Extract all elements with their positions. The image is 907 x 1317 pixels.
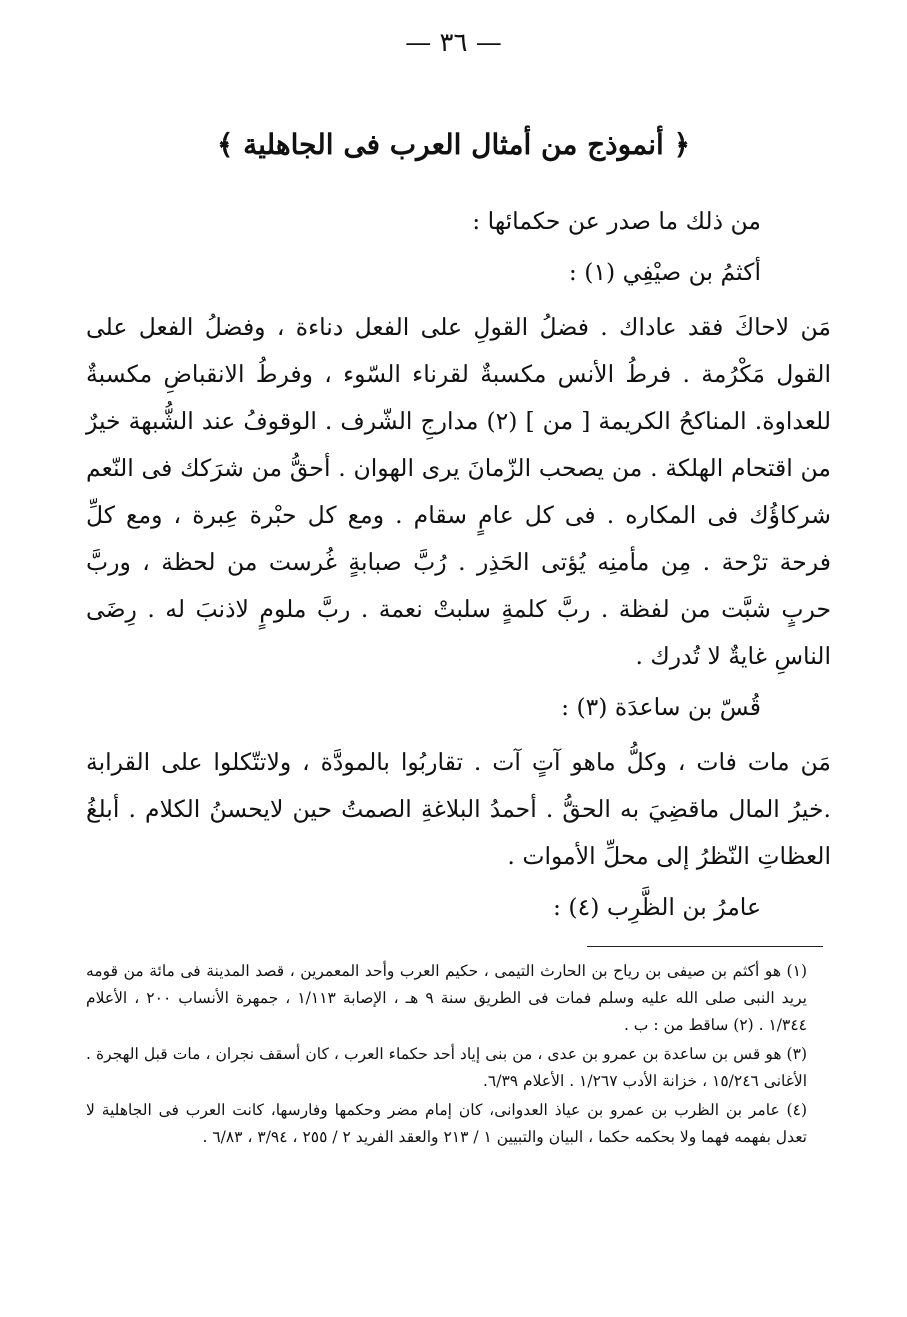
footnote-1: (١) هو أكثم بن صيفى بن رياح بن الحارث التيمى ، حكيم العرب وأحد المعمرين ، قصد المدينة فى مائة من قومه يريد النبى صلى الله عليه وسلم فمات فى الطريق سنة ٩ هـ ، الإصابة ١/١١٣ ، جمهرة الأنساب ٢٠٠ ، الأعلام ١/٣٤٤ . (٢) ساقط من : ب . [86, 962, 807, 1034]
page-heading: ﴿ أنموذج من أمثال العرب فى الجاهلية ﴾ [217, 128, 690, 161]
footnote-4: (٤) عامر بن الظرب بن عمرو بن عياذ العدوانى، كان إمام مضر وحكمها وفارسها، كانت العرب فى الجاهلية لا تعدل بفهمه فهما ولا بحكمه حكما ، البيان والتبيين ١ / ٢١٣ والعقد الفريد ٢ / ٢٥٥ ، ٣/٩٤ ، ٦/٨٣ . [86, 1101, 807, 1146]
main-text [86, 198, 831, 931]
speaker-quss: قُسّ بن ساعدَة (٣) : [561, 693, 761, 721]
footnotes [86, 958, 831, 1153]
speaker-amir: عامرُ بن الظَّرِب (٤) : [553, 893, 761, 921]
intro-line: من ذلك ما صدر عن حكمائها : [472, 207, 761, 235]
sayings-aktham: مَن لاحاكَ فقد عاداك . فضلُ القولِ على الفعل دناءة ، وفضلُ الفعل على القول مَكْرُمة . فرطُ الأنس مكسبةٌ لقرناء السّوء ، وفرطُ الانقباضِ مكسبةٌ للعداوة. المناكحُ الكريمة [ من ] (٢) مدارجِ الشّرف . الوقوفُ عند الشُّبهة خيرٌ من اقتحام الهلكة . من يصحب الزّمانَ يرى الهوان . أحقُّ من شرَكك فى النّعم شركاؤُك فى المكاره . فى كل عامٍ سقام . ومع كل حبْرة عِبرة ، ومع كلِّ فرحة ترْحة . مِن مأمنِه يُؤتى الحَذِر . رُبَّ صبابةٍ غُرست من لحظة ، وربَّ حربٍ شبَّت من لفظة . ربَّ كلمةٍ سلبتْ نعمة . ربَّ ملومٍ لاذنبَ له . رِضَى الناسِ غايةٌ لا تُدرك . [86, 313, 831, 670]
speaker-aktham: أكثمُ بن صيْفِي (١) : [568, 258, 761, 286]
sayings-quss: مَن مات فات ، وكلُّ ماهو آتٍ آت . تقاربُوا بالمودَّة ، ولاتتّكلوا على القرابة .خيرُ المال ماقضِيَ به الحقُّ . أحمدُ البلاغةِ الصمتُ حين لايحسنُ الكلام . أبلغُ العظاتِ النّظرُ إلى محلِّ الأموات . [86, 748, 831, 870]
footnote-separator [587, 946, 823, 947]
page-number: — ٣٦ — [405, 28, 502, 58]
footnote-3: (٣) هو قس بن ساعدة بن عمرو بن عدى ، من بنى إياد أحد حكماء العرب ، كان أسقف نجران ، مات قبل الهجرة . الأغانى ١٥/٢٤٦ ، خزانة الأدب ١/٢٦٧ . الأعلام ٦/٣٩. [86, 1045, 807, 1090]
